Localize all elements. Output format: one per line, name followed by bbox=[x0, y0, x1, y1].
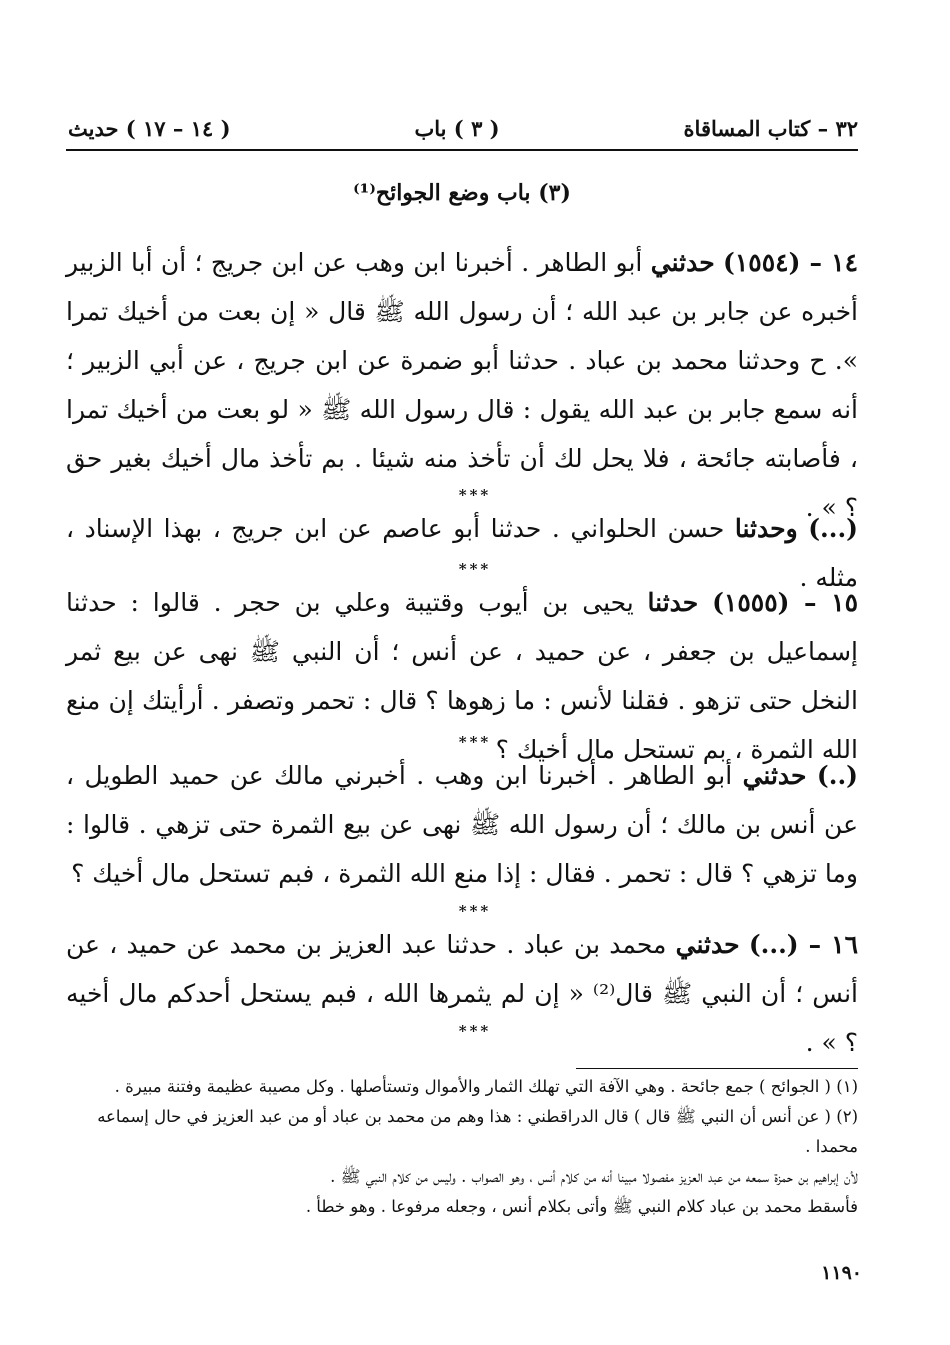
footnotes bbox=[66, 1072, 858, 1222]
separator-stars: *** bbox=[458, 902, 492, 920]
hadith-lead: حدثني bbox=[742, 761, 807, 790]
separator-stars: *** bbox=[458, 733, 492, 751]
hadith-text: يحيى بن أيوب وقتيبة وعلي بن حجر . قالوا : حدثنا إسماعيل بن جعفر ، عن حميد ، عن أنس ؛ أن النبي ﷺ نهى عن بيع ثمر النخل حتى تزهو . فقلنا لأنس : ما زهوها ؟ قال : تحمر وتصفر . أرأيتك إن منع الله الثمرة ، بم تستحل مال أخيك ؟ bbox=[66, 588, 858, 764]
header-book-title: ٣٢ – كتاب المساقاة bbox=[683, 115, 858, 141]
separator-stars: *** bbox=[458, 560, 492, 578]
hadith-number: ١٥ – (١٥٥٥) bbox=[712, 588, 858, 617]
separator-stars: *** bbox=[458, 486, 492, 504]
footnote-rule bbox=[576, 1068, 858, 1069]
header-bab: ( ٣ ) باب bbox=[414, 115, 500, 141]
hadith-text: حسن الحلواني . حدثنا أبو عاصم عن ابن جريج ، بهذا الإسناد ، مثله . bbox=[66, 514, 858, 592]
hadith-lead: حدثني bbox=[675, 930, 740, 959]
footnote-1: (١) ( الجوائح ) جمع جائحة . وهي الآفة التي تهلك الثمار والأموال وتستأصلها . وكل مصيبة عظيمة وفتنة مبيرة . bbox=[114, 1077, 858, 1096]
hadith-16 bbox=[66, 920, 858, 1067]
hadith-lead: حدثنا bbox=[647, 588, 699, 617]
footnote-2-end: فأسقط محمد بن عباد كلام النبي ﷺ وأتى بكلام أنس ، وجعله مرفوعا . وهو خطأ . bbox=[305, 1197, 858, 1216]
running-header bbox=[68, 108, 858, 148]
chapter-title: (٣) باب وضع الجوائح⁽¹⁾ bbox=[353, 180, 571, 206]
separator-stars: *** bbox=[458, 1022, 492, 1040]
hadith-15-b bbox=[66, 751, 858, 898]
hadith-text: أبو الطاهر . أخبرنا ابن وهب عن ابن جريج ؛ أن أبا الزبير أخبره عن جابر بن عبد الله ؛ أن رسول الله ﷺ قال « إن بعت من أخيك تمرا ». ح وحدثنا محمد بن عباد . حدثنا أبو ضمرة عن ابن جريج ، عن أبي الزبير ؛ أنه سمع جابر بن عبد الله يقول : قال رسول الله ﷺ « لو بعت من أخيك تمرا ، فأصابته جائحة ، فلا يحل لك أن تأخذ منه شيئا . بم تأخذ مال أخيك بغير حق ؟ » . bbox=[66, 248, 858, 522]
header-hadith-range: ( ١٤ – ١٧ ) حديث bbox=[68, 115, 231, 141]
header-rule bbox=[66, 149, 858, 151]
hadith-number: ١٦ – (...) bbox=[748, 930, 858, 959]
hadith-number: (...) bbox=[808, 514, 858, 543]
hadith-number: (..) bbox=[816, 761, 858, 790]
hadith-text: محمد بن عباد . حدثنا عبد العزيز بن محمد عن حميد ، عن أنس ؛ أن النبي ﷺ قال⁽²⁾ « إن لم يثمرها الله ، فبم يستحل أحدكم مال أخيه ؟ » . bbox=[66, 930, 858, 1057]
hadith-number: ١٤ – (١٥٥٤) bbox=[723, 248, 858, 277]
page-number: ١١٩٠ bbox=[821, 1262, 862, 1284]
footnote-2: (٢) ( عن أنس أن النبي ﷺ قال ) قال الدراقطني : هذا وهم من محمد بن عباد أو من عبد العزيز في حال إسماعه محمدا . bbox=[97, 1107, 858, 1156]
hadith-text: أبو الطاهر . أخبرنا ابن وهب . أخبرني مالك عن حميد الطويل ، عن أنس بن مالك ؛ أن رسول الله ﷺ نهى عن بيع الثمرة حتى تزهي . قالوا : وما تزهي ؟ قال : تحمر . فقال : إذا منع الله الثمرة ، فبم تستحل مال أخيك ؟ bbox=[66, 761, 858, 888]
hadith-lead: حدثني bbox=[650, 248, 715, 277]
footnote-2-cont: لأن إبراهيم بن حمزة سمعه من عبد العزيز مفصولا مبينا أنه من كلام أنس ، وهو الصواب . وليس من كلام النبي ﷺ . bbox=[330, 1167, 858, 1186]
hadith-lead: وحدثنا bbox=[734, 514, 798, 543]
